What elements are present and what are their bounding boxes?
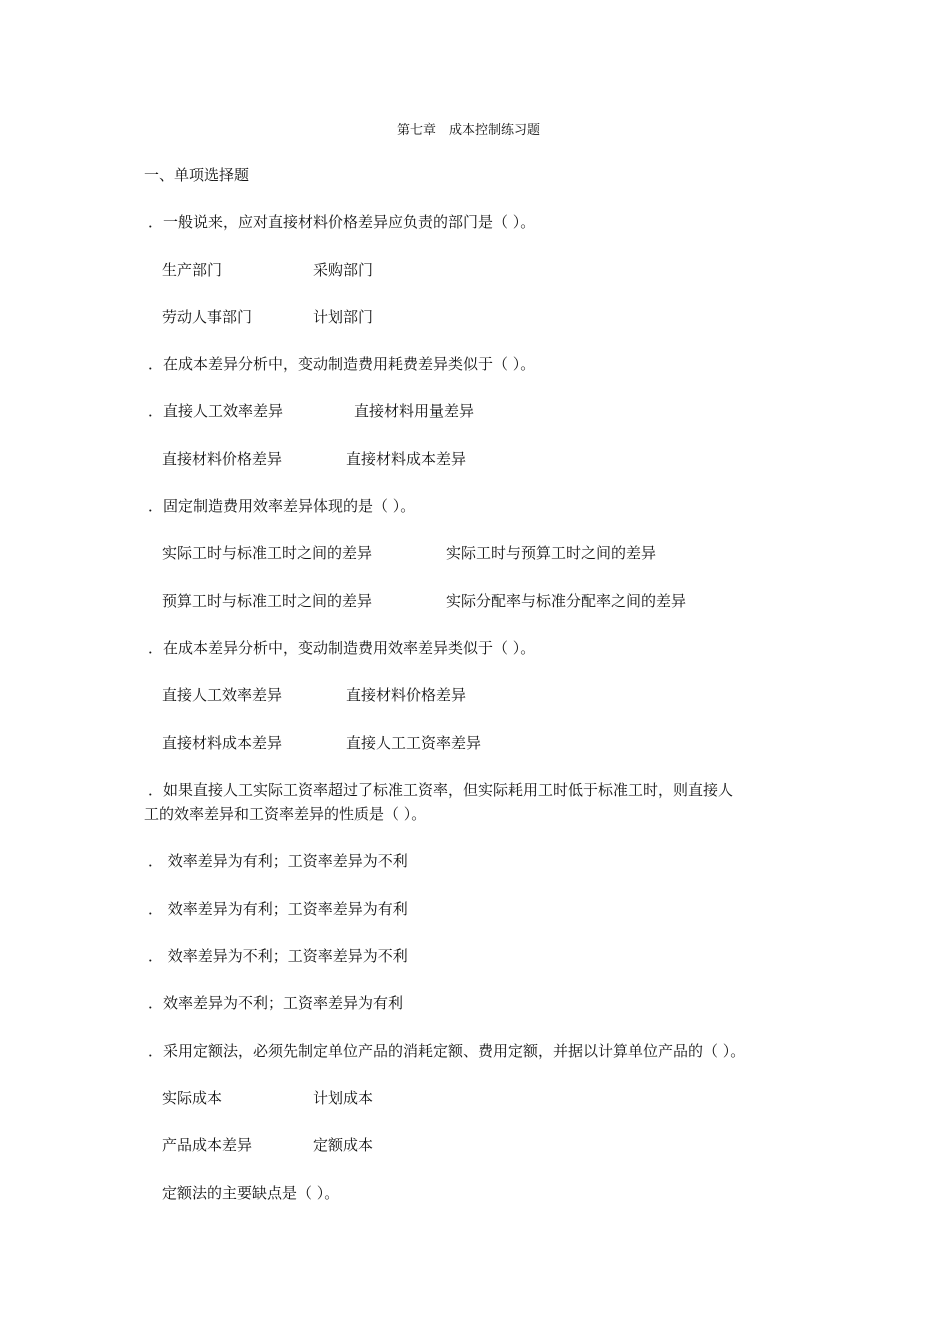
question-6-option-d: 定额成本 [313,1136,374,1154]
question-6-option-b: 计划成本 [313,1089,374,1107]
section-heading: 一、单项选择题 [144,166,250,184]
question-3-option-a: 实际工时与标准工时之间的差异 [162,544,373,562]
question-5-option-a: ． 效率差异为有利；工资率差异为不利 [148,852,408,870]
question-5-stem-line-1: ．如果直接人工实际工资率超过了标准工资率，但实际耗用工时低于标准工时，则直接人 [148,781,734,799]
question-2-option-a: ．直接人工效率差异 [148,402,284,420]
question-1-option-b: 采购部门 [313,261,374,279]
question-6-stem: ．采用定额法，必须先制定单位产品的消耗定额、费用定额，并据以计算单位产品的（ ）。 [148,1042,746,1060]
question-7-stem: 定额法的主要缺点是（ ）。 [162,1184,340,1202]
question-1-stem: ．一般说来，应对直接材料价格差异应负责的部门是（ ）。 [148,213,536,231]
question-2-option-b: 直接材料用量差异 [354,402,475,420]
question-3-option-b: 实际工时与预算工时之间的差异 [446,544,657,562]
question-3-option-d: 实际分配率与标准分配率之间的差异 [446,592,687,610]
question-5-option-b: ． 效率差异为有利；工资率差异为有利 [148,900,408,918]
question-2-option-c: 直接材料价格差异 [162,450,283,468]
question-6-option-a: 实际成本 [162,1089,223,1107]
question-6-option-c: 产品成本差异 [162,1136,253,1154]
question-1-option-d: 计划部门 [313,308,374,326]
question-2-stem: ．在成本差异分析中，变动制造费用耗费差异类似于（ ）。 [148,355,536,373]
question-4-option-a: 直接人工效率差异 [162,686,283,704]
question-5-stem-line-2: 工的效率差异和工资率差异的性质是（ ）。 [144,805,427,823]
question-3-option-c: 预算工时与标准工时之间的差异 [162,592,373,610]
page-title: 第七章 成本控制练习题 [397,123,541,138]
question-4-option-d: 直接人工工资率差异 [346,734,482,752]
question-1-option-a: 生产部门 [162,261,223,279]
question-2-option-d: 直接材料成本差异 [346,450,467,468]
question-3-stem: ．固定制造费用效率差异体现的是（ ）。 [148,497,416,515]
question-4-option-b: 直接材料价格差异 [346,686,467,704]
question-4-option-c: 直接材料成本差异 [162,734,283,752]
question-1-option-c: 劳动人事部门 [162,308,253,326]
question-4-stem: ．在成本差异分析中，变动制造费用效率差异类似于（ ）。 [148,639,536,657]
question-5-option-c: ． 效率差异为不利；工资率差异为不利 [148,947,408,965]
question-5-option-d: ．效率差异为不利；工资率差异为有利 [148,994,404,1012]
